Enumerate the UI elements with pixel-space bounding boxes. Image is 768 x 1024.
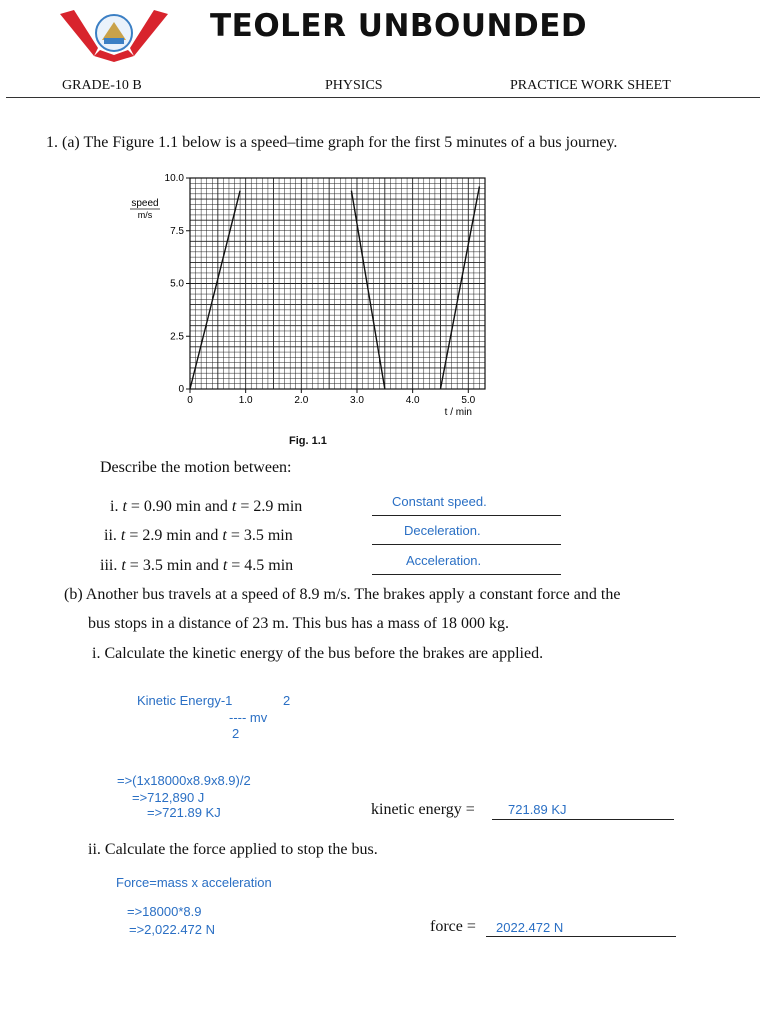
y-axis-label-unit: m/s: [137, 210, 153, 220]
item-i-var2: t: [231, 498, 237, 515]
series-line-3: [440, 186, 479, 389]
item-ii-number: ii.: [104, 527, 117, 544]
item-iii-var1: t: [121, 557, 126, 574]
question-1b-line2: bus stops in a distance of 23 m. This bus has a mass of 18 000 kg.: [88, 615, 510, 632]
item-iii-text2: = 4.5 min: [227, 557, 294, 574]
item-ii: [104, 527, 293, 545]
answer-iii[interactable]: Acceleration.: [406, 553, 482, 568]
question-1b-ii-prompt: ii. Calculate the force applied to stop the bus.: [88, 841, 378, 858]
x-tick-label: 3.0: [350, 395, 364, 406]
school-logo: [58, 8, 170, 64]
question-1b-line1: (b) Another bus travels at a speed of 8.9 m/s. The brakes apply a constant force and the: [64, 586, 621, 603]
item-i-text: = 0.90 min and: [126, 498, 232, 515]
ke-answer[interactable]: 721.89 KJ: [508, 802, 567, 817]
ke-answer-line: [492, 819, 674, 820]
ke-answer-label: kinetic energy =: [371, 801, 475, 818]
answer-i[interactable]: Constant speed.: [392, 494, 487, 509]
item-i-var1: t: [122, 498, 127, 515]
force-answer-line: [486, 936, 676, 937]
ke-work-line3: 2: [232, 726, 240, 741]
x-tick-label: 0: [187, 395, 193, 406]
speed-time-chart: [120, 168, 500, 428]
answer-line-i: [372, 515, 561, 516]
item-ii-text2: = 3.5 min: [226, 527, 293, 544]
force-answer[interactable]: 2022.472 N: [496, 920, 564, 935]
ke-work-exponent: 2: [283, 693, 291, 708]
ke-work-line1: Kinetic Energy-1: [137, 693, 233, 708]
force-step1: =>18000*8.9: [127, 904, 202, 919]
answer-line-iii: [372, 574, 561, 575]
doc-type-label: PRACTICE WORK SHEET: [510, 78, 671, 93]
y-tick-label: 0: [178, 384, 184, 395]
item-iii: [100, 557, 293, 575]
describe-prompt: Describe the motion between:: [100, 459, 292, 476]
answer-ii[interactable]: Deceleration.: [404, 523, 481, 538]
item-i: [110, 498, 302, 516]
y-tick-label: 7.5: [170, 225, 184, 237]
figure-caption: Fig. 1.1: [289, 435, 327, 447]
ke-step2: =>712,890 J: [132, 790, 205, 805]
y-axis-label-quantity: speed: [131, 198, 159, 209]
subject-label: PHYSICS: [325, 78, 383, 93]
item-i-number: i.: [110, 498, 119, 515]
item-iii-number: iii.: [100, 557, 118, 574]
item-ii-text: = 2.9 min and: [125, 527, 223, 544]
item-iii-var2: t: [222, 557, 228, 574]
force-answer-label: force =: [430, 918, 476, 935]
grade-label: GRADE-10 B: [62, 78, 142, 93]
y-tick-label: 2.5: [170, 331, 184, 343]
force-work-line1: Force=mass x acceleration: [116, 875, 272, 890]
x-axis-label: t / min: [444, 407, 472, 418]
question-1b-i-prompt: i. Calculate the kinetic energy of the bus before the brakes are applied.: [92, 645, 544, 662]
item-i-text2: = 2.9 min: [236, 498, 303, 515]
answer-line-ii: [372, 544, 561, 545]
question-1a-prompt: 1. (a) The Figure 1.1 below is a speed–time graph for the first 5 minutes of a bus journey.: [46, 134, 618, 151]
item-ii-var2: t: [222, 527, 227, 544]
x-tick-label: 4.0: [405, 395, 420, 406]
ke-step3: =>721.89 KJ: [147, 805, 221, 820]
force-step2: =>2,022.472 N: [129, 922, 216, 937]
item-ii-var1: t: [120, 527, 126, 544]
y-tick-label: 5.0: [170, 278, 184, 290]
header-rule: [6, 97, 760, 98]
x-tick-label: 5.0: [461, 395, 476, 406]
x-tick-label: 2.0: [294, 395, 309, 406]
school-name: TEOLER UNBOUNDED: [210, 8, 588, 44]
item-iii-text: = 3.5 min and: [125, 557, 223, 574]
x-tick-label: 1.0: [238, 395, 253, 406]
y-tick-label: 10.0: [164, 173, 184, 184]
ke-step1: =>(1x18000x8.9x8.9)/2: [117, 773, 251, 788]
ke-work-line2: ---- mv: [229, 710, 268, 725]
